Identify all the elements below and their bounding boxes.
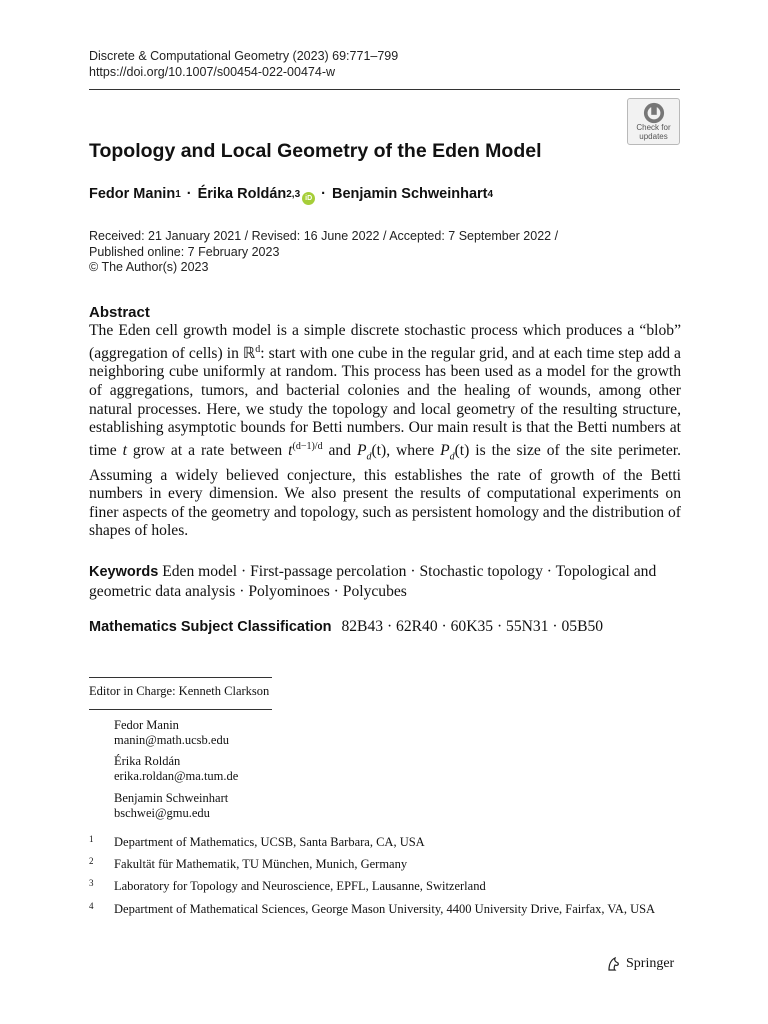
- badge-line1: Check for: [636, 123, 671, 132]
- contact-email[interactable]: erika.roldan@ma.tum.de: [114, 769, 239, 783]
- contact-name: Benjamin Schweinhart: [114, 791, 229, 805]
- contact-entry: [114, 754, 238, 784]
- abstract-heading: Abstract: [89, 304, 150, 321]
- abstract-text: and: [322, 441, 357, 459]
- abstract-math: d: [449, 451, 455, 463]
- badge-line2: updates: [639, 131, 668, 141]
- publisher-logo: [606, 956, 674, 972]
- contact-entry: [114, 718, 229, 748]
- affiliation-text: Laboratory for Topology and Neuroscience, EPFL, Lausanne, Switzerland: [114, 879, 486, 893]
- author-separator: ·: [186, 186, 192, 202]
- abstract-text: : start with one cube in the regular grid, and at each time step add a neighboring cube uniformly at random. This process has been used as a model for the growth of aggregations, tumors, and bacterial colonies and the healing of wounds, among other natural processes. Here, we study the topology and local geometry of the resulting structure, establishing asymptotic bounds for Betti numbers. Our main result is that the Betti numbers at time: [89, 344, 681, 459]
- header-divider: [89, 89, 680, 90]
- journal-citation: Discrete & Computational Geometry (2023) 69:771–799: [89, 49, 399, 63]
- affiliation-number: 1: [89, 834, 94, 844]
- abstract-math: t: [288, 441, 293, 459]
- author-separator: ·: [321, 186, 326, 202]
- affiliation: [89, 902, 681, 917]
- abstract-text: , where: [386, 441, 441, 459]
- abstract-math: P: [356, 441, 367, 459]
- orcid-icon[interactable]: iD: [302, 192, 315, 205]
- footnote-divider: [89, 709, 272, 710]
- author-name: Érika Roldán: [197, 186, 287, 202]
- keywords-block: [89, 562, 681, 601]
- abstract-math: t: [122, 441, 127, 459]
- abstract-math: (d−1)/d: [292, 440, 323, 452]
- abstract-math: d: [366, 451, 372, 463]
- affiliation: [89, 857, 681, 872]
- publication-dates: [89, 229, 558, 276]
- abstract-text: is the size of the site perimeter. Assuming a widely believed conjecture, this establishes the rate of growth of the Betti numbers in every dimension. We also present the results of computational experiments on finer aspects of the geometry and topology, such as persistent homology and the distribution of shapes of holes.: [89, 441, 682, 540]
- affiliation-number: 2: [89, 856, 94, 866]
- affiliation-number: 3: [89, 878, 94, 888]
- abstract-math: (t): [371, 441, 387, 459]
- author-sup: 2,3: [286, 189, 301, 200]
- keywords-list: Eden model · First-passage percolation · Stochastic topology · Topological and geometric data analysis · Polyominoes · Polycubes: [89, 563, 657, 600]
- copyright-line: © The Author(s) 2023: [89, 260, 209, 274]
- abstract-math: d: [255, 343, 261, 355]
- author-list: [89, 186, 493, 203]
- affiliation: [89, 835, 681, 850]
- check-updates-icon: [643, 102, 665, 124]
- dates-line: Published online: 7 February 2023: [89, 244, 280, 259]
- affiliation: [89, 879, 681, 894]
- paper-title: Topology and Local Geometry of the Eden Model: [89, 140, 542, 162]
- author-name: Benjamin Schweinhart: [332, 186, 488, 202]
- contact-email[interactable]: manin@math.ucsb.edu: [114, 733, 229, 747]
- footnote-divider: [89, 677, 272, 678]
- abstract-text: The Eden cell growth model is a simple discrete stochastic process which produces a “blob” (aggregation of cells) in ℝ: [89, 322, 681, 362]
- msc-codes: 82B43 · 62R40 · 60K35 · 55N31 · 05B50: [341, 618, 604, 635]
- author-sup: 4: [487, 189, 494, 200]
- abstract-body: [89, 322, 681, 541]
- check-for-updates-badge[interactable]: [627, 98, 680, 145]
- msc-block: [89, 618, 603, 636]
- publisher-name: Springer: [626, 956, 675, 971]
- abstract-text: grow at a rate between: [127, 441, 289, 459]
- contact-name: Érika Roldán: [114, 754, 181, 768]
- editor-note: Editor in Charge: Kenneth Clarkson: [89, 684, 270, 698]
- affiliation-number: 4: [89, 901, 94, 911]
- author-sup: 1: [175, 189, 181, 200]
- contact-email[interactable]: bschwei@gmu.edu: [114, 806, 210, 820]
- affiliation-text: Department of Mathematics, UCSB, Santa Barbara, CA, USA: [114, 835, 425, 849]
- dates-line: Received: 21 January 2021 / Revised: 16 June 2022 / Accepted: 7 September 2022 /: [89, 229, 559, 243]
- doi-link[interactable]: https://doi.org/10.1007/s00454-022-00474-w: [89, 65, 336, 79]
- abstract-math: P: [440, 441, 450, 459]
- msc-heading: Mathematics Subject Classification: [89, 619, 332, 635]
- abstract-math: (t): [454, 441, 470, 459]
- contact-name: Fedor Manin: [114, 718, 179, 732]
- keywords-heading: Keywords: [89, 564, 159, 580]
- springer-horse-icon: [606, 956, 622, 972]
- affiliation-text: Fakultät für Mathematik, TU München, Munich, Germany: [114, 857, 408, 871]
- affiliation-text: Department of Mathematical Sciences, George Mason University, 4400 University Drive, Fairfax, VA, USA: [114, 902, 656, 916]
- author-name: Fedor Manin: [89, 186, 176, 202]
- contact-entry: [114, 791, 228, 821]
- journal-header: [89, 48, 398, 80]
